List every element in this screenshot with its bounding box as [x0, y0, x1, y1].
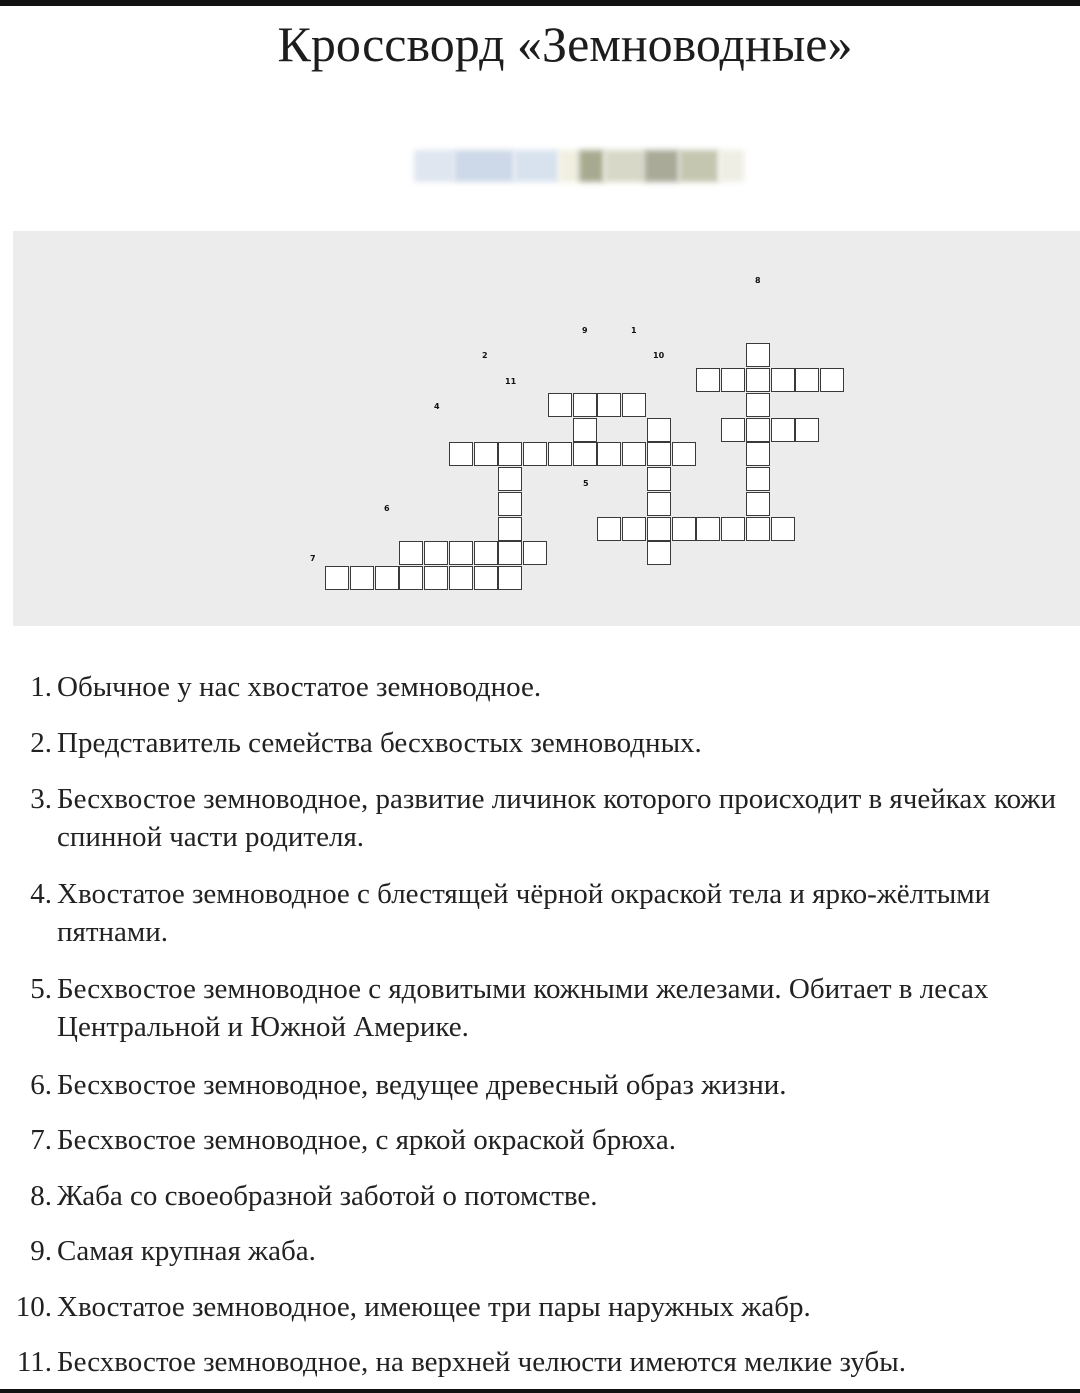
crossword-cell[interactable] — [375, 566, 399, 590]
crossword-cell[interactable] — [795, 368, 819, 392]
crossword-cell[interactable] — [696, 368, 720, 392]
crossword-cell[interactable] — [746, 517, 770, 541]
grid-number-10: 10 — [653, 351, 665, 360]
crossword-cell[interactable] — [498, 492, 522, 516]
clue-text: Жаба со своеобразной заботой о потомстве. — [57, 1180, 598, 1212]
crossword-cell[interactable] — [672, 442, 696, 466]
crossword-cell[interactable] — [399, 541, 423, 565]
grid-number-1: 1 — [631, 326, 637, 335]
crossword-cell[interactable] — [498, 442, 522, 466]
crossword-cell[interactable] — [548, 393, 572, 417]
crossword-cell[interactable] — [820, 368, 844, 392]
crossword-cell[interactable] — [449, 566, 473, 590]
crossword-cell[interactable] — [597, 517, 621, 541]
blurred-watermark — [414, 150, 744, 182]
crossword-cell[interactable] — [746, 492, 770, 516]
clue-number: 7. — [30, 1124, 52, 1156]
clue-text: Хвостатое земноводное с блестящей чёрной окраской тела и ярко-жёлтыми пятнами. — [57, 878, 991, 948]
grid-number-6: 6 — [384, 504, 390, 513]
crossword-cell[interactable] — [424, 566, 448, 590]
crossword-cell[interactable] — [548, 442, 572, 466]
grid-number-7: 7 — [310, 554, 316, 563]
crossword-cell[interactable] — [721, 368, 745, 392]
clue-number: 2. — [30, 727, 52, 759]
crossword-grid — [13, 231, 1080, 626]
crossword-cell[interactable] — [746, 343, 770, 367]
crossword-cell[interactable] — [721, 517, 745, 541]
crossword-cell[interactable] — [622, 442, 646, 466]
crossword-cell[interactable] — [474, 442, 498, 466]
crossword-cell[interactable] — [573, 418, 597, 442]
top-border — [0, 0, 1080, 6]
crossword-cell[interactable] — [622, 517, 646, 541]
crossword-cell[interactable] — [721, 418, 745, 442]
crossword-cell[interactable] — [746, 467, 770, 491]
crossword-cell[interactable] — [597, 393, 621, 417]
crossword-cell[interactable] — [449, 541, 473, 565]
clue-number: 3. — [30, 783, 52, 815]
clue-text: Самая крупная жаба. — [57, 1235, 316, 1267]
crossword-cell[interactable] — [597, 442, 621, 466]
clue-text: Бесхвостое земноводное, с яркой окраской брюха. — [57, 1124, 677, 1156]
crossword-cell[interactable] — [424, 541, 448, 565]
crossword-cell[interactable] — [696, 517, 720, 541]
grid-number-4: 4 — [434, 402, 440, 411]
crossword-cell[interactable] — [622, 393, 646, 417]
crossword-cell[interactable] — [746, 393, 770, 417]
clue-number: 6. — [30, 1069, 52, 1101]
crossword-cell[interactable] — [647, 541, 671, 565]
clue-number: 1. — [30, 671, 52, 703]
crossword-cell[interactable] — [746, 418, 770, 442]
crossword-cell[interactable] — [771, 418, 795, 442]
grid-number-5: 5 — [583, 479, 589, 488]
grid-number-11: 11 — [505, 377, 517, 386]
crossword-cell[interactable] — [474, 566, 498, 590]
crossword-cell[interactable] — [573, 393, 597, 417]
crossword-cell[interactable] — [399, 566, 423, 590]
crossword-cell[interactable] — [647, 442, 671, 466]
clue-number: 10. — [15, 1291, 52, 1323]
crossword-cell[interactable] — [498, 566, 522, 590]
clue-number: 8. — [30, 1180, 52, 1212]
clue-number: 4. — [30, 878, 52, 910]
grid-number-2: 2 — [482, 351, 488, 360]
crossword-cell[interactable] — [647, 467, 671, 491]
crossword-cell[interactable] — [672, 517, 696, 541]
crossword-cell[interactable] — [647, 517, 671, 541]
clue-text: Бесхвостое земноводное, на верхней челюсти имеются мелкие зубы. — [57, 1346, 906, 1378]
crossword-cell[interactable] — [795, 418, 819, 442]
crossword-cell[interactable] — [523, 541, 547, 565]
clue-text: Бесхвостое земноводное с ядовитыми кожными железами. Обитает в лесах Центральной и Южной Америке. — [57, 973, 989, 1043]
crossword-cell[interactable] — [771, 517, 795, 541]
crossword-cell[interactable] — [771, 368, 795, 392]
clue-text: Обычное у нас хвостатое земноводное. — [57, 671, 542, 703]
grid-number-8: 8 — [755, 276, 761, 285]
clue-number: 11. — [16, 1346, 52, 1378]
clue-text: Бесхвостое земноводное, ведущее древесный образ жизни. — [57, 1069, 787, 1101]
crossword-cell[interactable] — [498, 517, 522, 541]
page-title: Кроссворд «Земноводные» — [277, 16, 853, 72]
clue-number: 9. — [30, 1235, 52, 1267]
crossword-cell[interactable] — [350, 566, 374, 590]
crossword-cell[interactable] — [647, 418, 671, 442]
crossword-cell[interactable] — [498, 541, 522, 565]
crossword-cell[interactable] — [746, 368, 770, 392]
crossword-cell[interactable] — [523, 442, 547, 466]
crossword-cell[interactable] — [746, 442, 770, 466]
crossword-cell[interactable] — [474, 541, 498, 565]
crossword-cell[interactable] — [647, 492, 671, 516]
clue-text: Хвостатое земноводное, имеющее три пары наружных жабр. — [57, 1291, 811, 1323]
grid-number-9: 9 — [582, 326, 588, 335]
crossword-cell[interactable] — [573, 442, 597, 466]
clue-text: Бесхвостое земноводное, развитие личинок которого происходит в ячейках кожи спинной части родителя. — [57, 783, 1056, 853]
clue-number: 5. — [30, 973, 52, 1005]
crossword-cell[interactable] — [325, 566, 349, 590]
crossword-cell[interactable] — [449, 442, 473, 466]
crossword-cell[interactable] — [498, 467, 522, 491]
clue-text: Представитель семейства бесхвостых земноводных. — [57, 727, 702, 759]
bottom-border — [0, 1389, 1080, 1393]
